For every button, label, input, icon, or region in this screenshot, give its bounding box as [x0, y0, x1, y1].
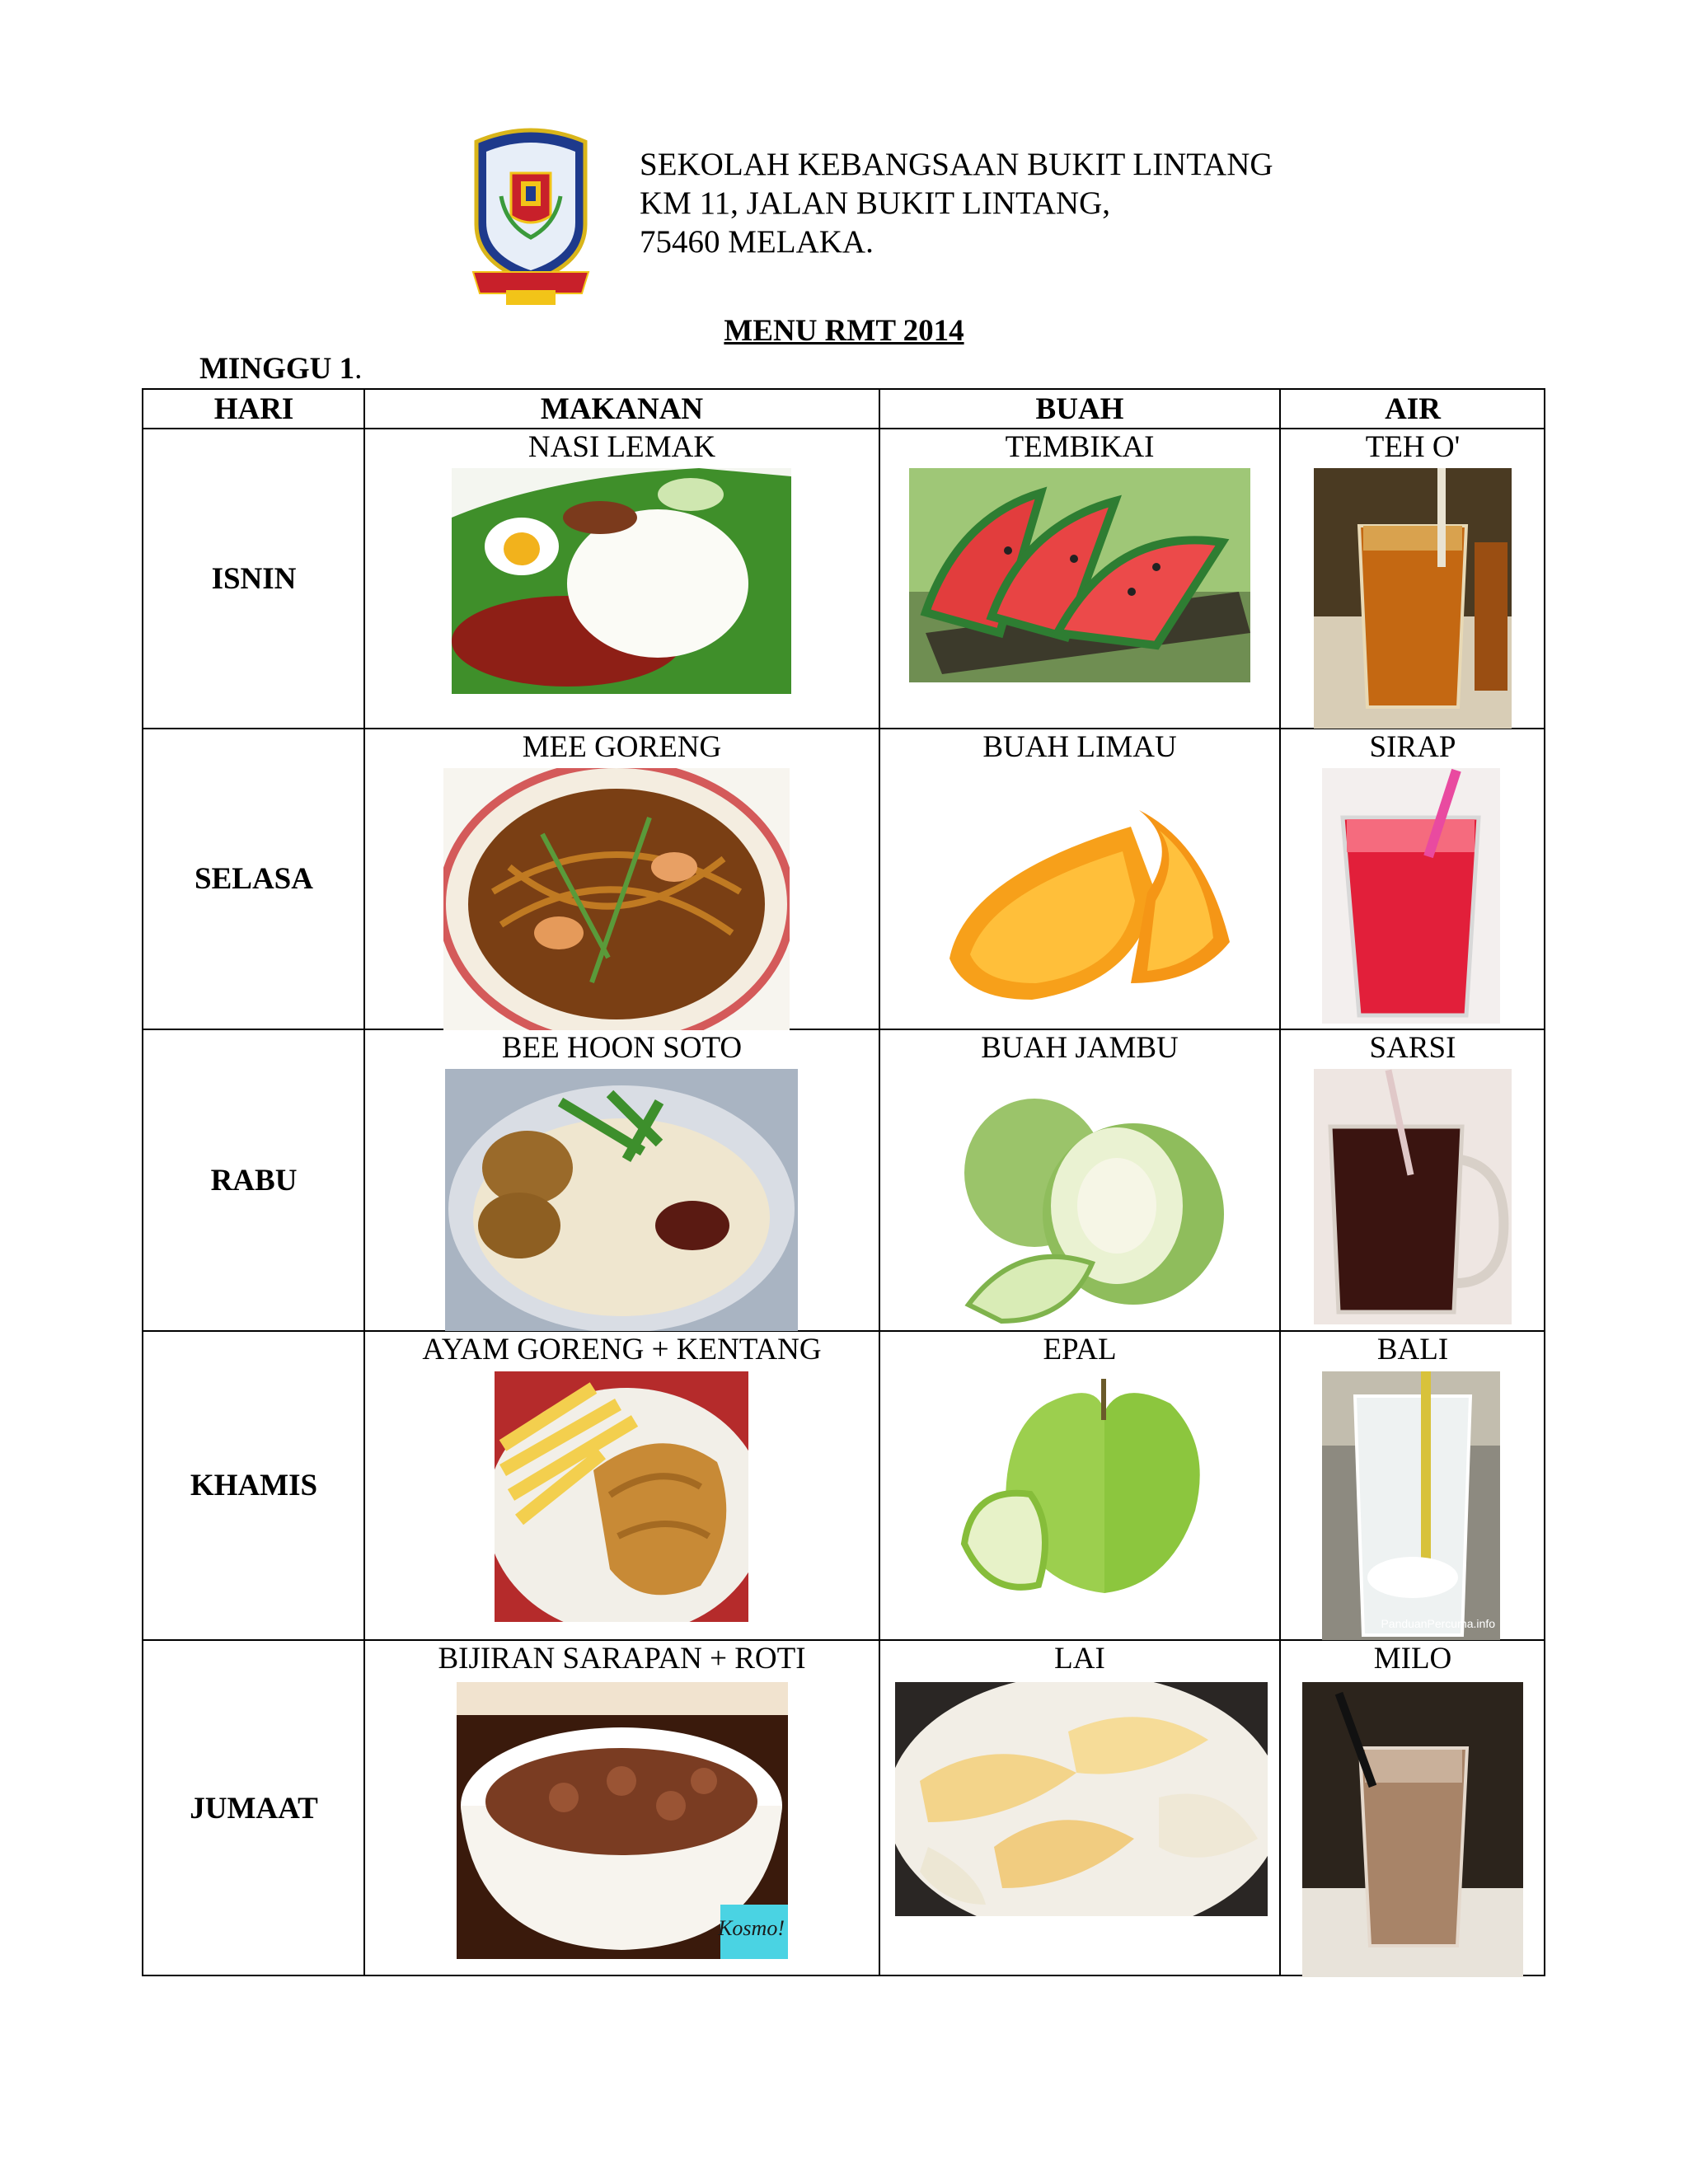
sarsaparilla-photo [1314, 1069, 1512, 1324]
drink-label: TEH O' [1365, 430, 1461, 464]
food-label: MEE GORENG [522, 730, 722, 764]
iced-tea-photo [1314, 468, 1512, 729]
day-selasa: SELASA [195, 862, 313, 896]
menu-table [142, 388, 1545, 1976]
food-label: AYAM GORENG + KENTANG [422, 1333, 822, 1366]
column-divider [879, 390, 880, 1975]
drink-label: BALI [1376, 1333, 1449, 1366]
menu-title-wrap [0, 313, 1688, 349]
drink-label: SARSI [1369, 1031, 1456, 1065]
drink-label: MILO [1373, 1642, 1452, 1675]
fruit-label: TEMBIKAI [1005, 430, 1155, 464]
week-dot: . [354, 352, 363, 386]
week-label [199, 351, 362, 387]
day-rabu: RABU [210, 1164, 298, 1197]
day-isnin: ISNIN [211, 562, 297, 596]
rose-syrup-photo [1322, 768, 1500, 1024]
cereal-bowl-photo [457, 1682, 788, 1959]
pear-slices-photo [895, 1682, 1268, 1916]
column-divider [1279, 390, 1281, 1975]
fruit-label: BUAH JAMBU [981, 1031, 1179, 1065]
nasi-lemak-photo [452, 468, 791, 694]
school-name: SEKOLAH KEBANGSAAN BUKIT LINTANG [640, 147, 1273, 182]
guava-photo [952, 1082, 1236, 1329]
iced-milo-photo [1302, 1682, 1523, 1977]
menu-title: MENU RMT 2014 [724, 314, 964, 348]
address-line-1: KM 11, JALAN BUKIT LINTANG, [640, 185, 1111, 221]
header-hari: HARI [213, 392, 294, 426]
bali-drink-photo [1322, 1371, 1500, 1640]
header-makanan: MAKANAN [540, 392, 704, 426]
fruit-label: EPAL [1043, 1333, 1117, 1366]
food-label: NASI LEMAK [528, 430, 716, 464]
bee-hoon-soto-photo [445, 1069, 798, 1331]
watermark-text: Kosmo! [718, 1916, 785, 1940]
watermark-text: PanduanPercuma.info [1381, 1617, 1495, 1630]
week-text: MINGGU 1 [199, 352, 355, 386]
fruit-label: BUAH LIMAU [982, 730, 1177, 764]
green-apple-photo [956, 1379, 1228, 1603]
header-buah: BUAH [1035, 392, 1124, 426]
fried-chicken-fries-photo [495, 1371, 748, 1622]
food-label: BIJIRAN SARAPAN + ROTI [438, 1642, 806, 1675]
day-jumaat: JUMAAT [190, 1792, 318, 1825]
school-crest-logo [468, 125, 593, 312]
day-khamis: KHAMIS [190, 1469, 318, 1502]
address-line-2: 75460 MELAKA. [640, 224, 874, 260]
food-label: BEE HOON SOTO [501, 1031, 743, 1065]
fried-noodles-photo [443, 768, 790, 1030]
header-air: AIR [1385, 392, 1441, 426]
drink-label: SIRAP [1369, 730, 1456, 764]
watermelon-photo [909, 468, 1250, 682]
fruit-label: LAI [1054, 1642, 1105, 1675]
school-address-block [640, 145, 1273, 261]
orange-photo [933, 794, 1246, 1008]
